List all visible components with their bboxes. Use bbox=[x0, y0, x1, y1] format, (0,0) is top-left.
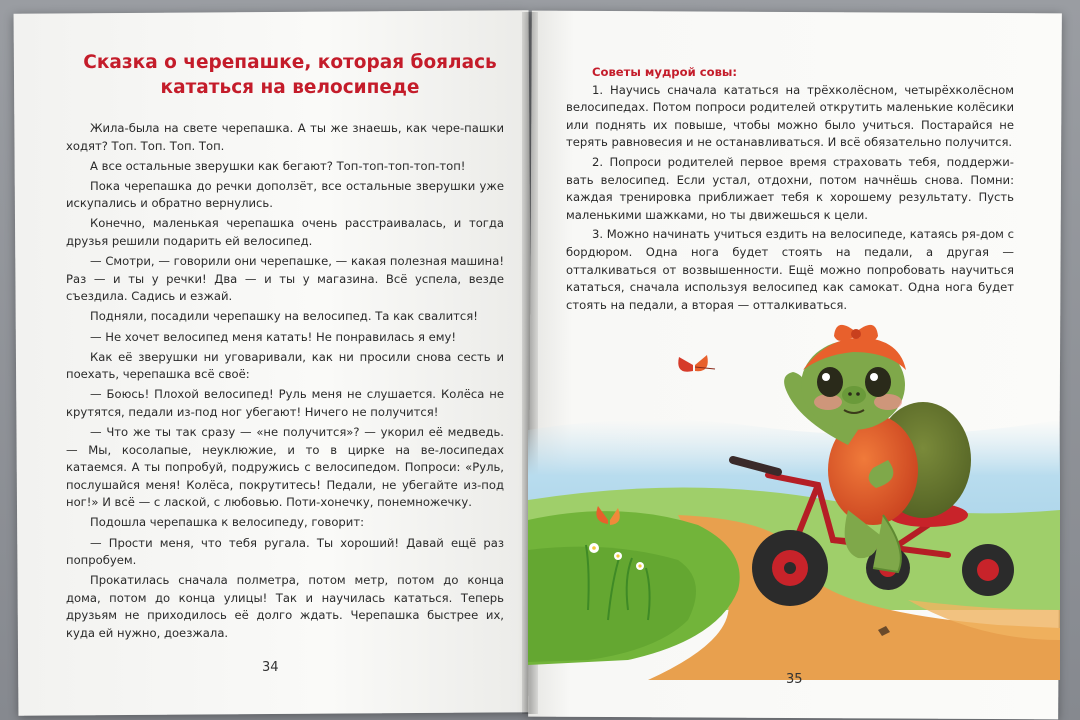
advice-tip: 2. Попроси родителей первое время страховать тебя, поддержи-вать велосипед. Если устал, отдохни, потом начнёшь снова. Помни: каждая тренировка приближает тебя к хорошему результату. Пусть маленькими шажками, но ты движешься к цели. bbox=[566, 154, 1014, 222]
story-title bbox=[60, 50, 520, 100]
advice-tip: 1. Научись сначала кататься на трёхколёсном, четырёхколёсном велосипедах. Потом попроси родителей открутить маленькие колёсики или поднять их повыше, чтобы можно было учиться. Постарайся не терять равновесия и не останавливаться. И всё обязательно получится. bbox=[566, 82, 1014, 150]
story-paragraph: — Смотри, — говорили они черепашке, — какая полезная машина! Раз — и ты у речки! Два — и ты у магазина. Всё успела, везде съездила. Садись и езжай. bbox=[66, 254, 504, 304]
story-paragraph: — Что же ты так сразу — «не получится»? — укорил её медведь. — Мы, косолапые, неуклюжие, и то в цирке на ве-лосипедах катаемся. А ты попробуй, подружись с велосипедом. Попроси: «Руль, послушайся меня! Колёса, покрутитесь! Педали, не убегайте из-под ног!» И всё — с лаской, с любовью. Поти-хонечку, понемножечку. bbox=[66, 425, 504, 510]
turtle-riding-tricycle-illustration bbox=[528, 310, 1060, 680]
story-paragraph: Прокатилась сначала полметра, потом метр, потом до конца дома, потом до конца улицы! Так и научилась кататься. Теперь друзьям не приходилось её долго ждать. Черепашка быстрее их, куда ей нужно, доезжала. bbox=[66, 573, 504, 641]
story-paragraph: Как её зверушки ни уговаривали, как ни просили снова сесть и поехать, черепашка всё своё: bbox=[66, 349, 504, 382]
page-number-left: 34 bbox=[262, 660, 279, 675]
story-paragraph: А все остальные зверушки как бегают? Топ-топ-топ-топ-топ! bbox=[90, 158, 466, 173]
story-paragraph: Конечно, маленькая черепашка очень расстраивалась, и тогда друзья решили подарить ей велосипед. bbox=[66, 216, 504, 249]
advice-tip: 3. Можно начинать учиться ездить на велосипеде, катаясь ря-дом с бордюром. Одна нога будет стоять на педали, а другая — отталкиваться от возвышенности. Ещё можно попробовать научиться кататься, сначала используя велосипед как самокат. Одна нога будет стоять на педали, а вторая — отталкиваться. bbox=[566, 227, 1014, 312]
story-paragraph: — Боюсь! Плохой велосипед! Руль меня не слушается. Колёса не крутятся, педали из-под ног убегают! Ничего не получится! bbox=[66, 387, 504, 419]
page-number-right: 35 bbox=[786, 672, 803, 687]
story-title-line-2: кататься на велосипеде bbox=[160, 77, 420, 98]
story-title-line-1: Сказка о черепашке, которая боялась bbox=[83, 52, 497, 73]
story-body bbox=[66, 120, 504, 643]
owl-advice bbox=[566, 64, 1014, 314]
story-paragraph: — Не хочет велосипед меня катать! Не понравилась я ему! bbox=[90, 329, 457, 344]
story-paragraph: Жила-была на свете черепашка. А ты же знаешь, как чере-пашки ходят? Топ. Топ. Топ. Топ. bbox=[66, 121, 504, 153]
story-paragraph: — Прости меня, что тебя ругала. Ты хороший! Давай ещё раз попробуем. bbox=[66, 535, 504, 568]
story-paragraph: Пока черепашка до речки доползёт, все остальные зверушки уже искупались и обратно вернулись. bbox=[66, 178, 504, 211]
advice-heading: Советы мудрой совы: bbox=[592, 65, 738, 79]
story-paragraph: Подошла черепашка к велосипеду, говорит: bbox=[90, 515, 364, 530]
story-paragraph: Подняли, посадили черепашку на велосипед. Та как свалится! bbox=[90, 309, 478, 324]
